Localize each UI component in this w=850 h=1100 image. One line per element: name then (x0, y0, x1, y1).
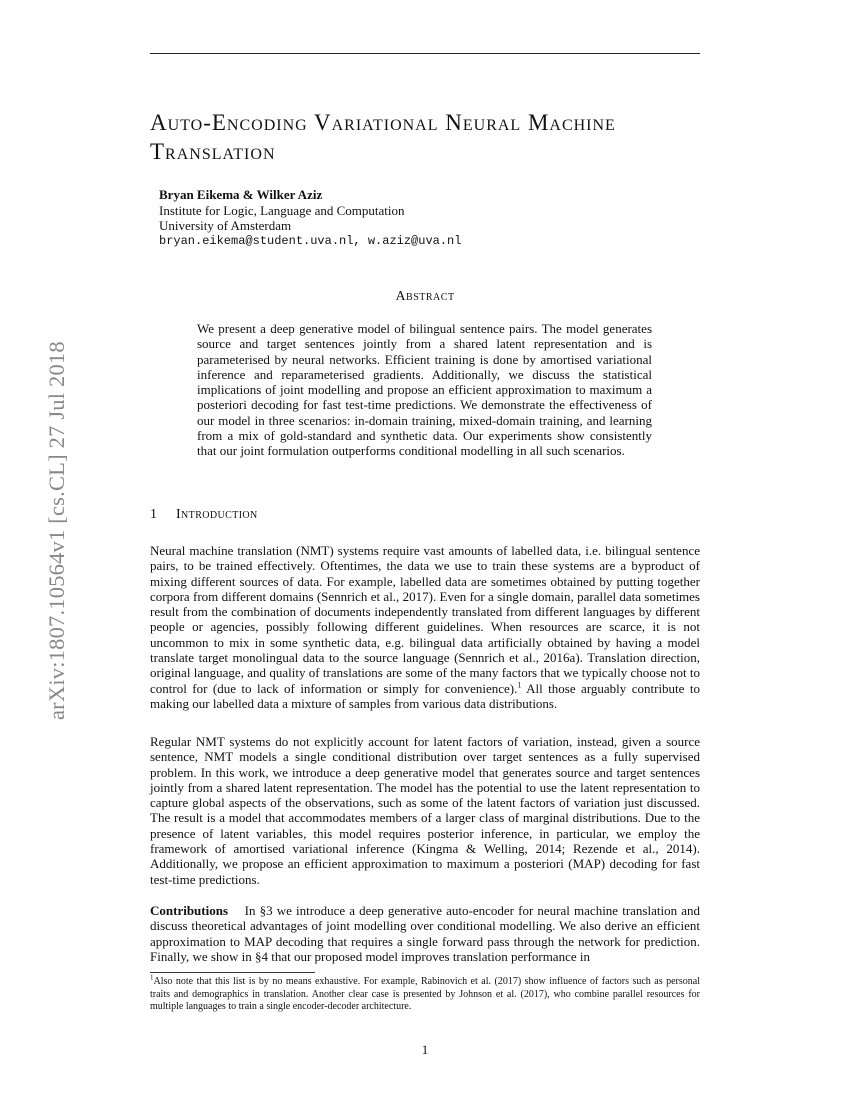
intro-paragraph-1-tail: All those arguably contribute to making our labelled data a mixture of samples from various data distributions. (150, 680, 700, 711)
page-number: 1 (421, 1042, 429, 1057)
footnote-mark[interactable]: 1 (517, 680, 522, 690)
contributions-label: Contributions (150, 903, 229, 918)
intro-paragraph-1 (150, 543, 700, 711)
footnote-text: Also note that this list is by no means exhaustive. For example, Rabinovich et al. (2017) show influence of factors such as personal traits and demographics in translation. Another clear case is presented by Johnson et al. (2017), who combine parallel resources for multiple languages to train a single encoder-decoder architecture. (150, 976, 700, 1013)
section-number: 1 (150, 507, 158, 522)
intro-paragraph-2: Regular NMT systems do not explicitly account for latent factors of variation, instead, given a source sentence, NMT models a single conditional distribution over target sentences as a fully supervised problem. In this work, we introduce a deep generative model that generates source and target sentences jointly from a shared latent representation. The model has the potential to use the latent representation to capture global aspects of the observations, such as some of the latent factors of variation just discussed. The result is a model that accommodates members of a larger class of marginal distributions. Due to the presence of latent variables, this model requires posterior inference, in particular, we employ the framework of amortised variational inference (Kingma & Welling, 2014; Rezende et al., 2014). Additionally, we propose an efficient approximation to maximum a posteriori (MAP) decoding for fast test-time predictions. (150, 734, 700, 887)
section-title: Introduction (176, 507, 258, 522)
abstract-heading: Abstract (395, 289, 455, 304)
abstract-text: We present a deep generative model of bilingual sentence pairs. The model generates source and target sentences jointly from a shared latent representation and is parameterised by neural networks. Efficient training is done by amortised variational inference and reparameterised gradients. Additionally, we discuss the statistical implications of joint modelling and propose an efficient approximation to maximum a posteriori decoding for fast test-time predictions. We demonstrate the effectiveness of our model in three scenarios: in-domain training, mixed-domain training, and learning from a mix of gold-standard and synthetic data. Our experiments show consistently that our joint formulation outperforms conditional modelling in all such scenarios. (197, 321, 652, 459)
arxiv-stamp: arXiv:1807.10564v1 [cs.CL] 27 Jul 2018 (44, 341, 69, 720)
contributions-paragraph (150, 903, 700, 964)
footnote-rule (150, 972, 315, 973)
contributions-text: In §3 we introduce a deep generative auto-encoder for neural machine translation and discuss theoretical advantages of joint modelling over conditional modelling. We also derive an efficient approximation to MAP decoding that requires a single forward pass through the network for prediction. Finally, we show in §4 that our proposed model improves translation performance in (150, 903, 700, 964)
footnote-number: 1 (150, 973, 154, 982)
paper-title: Auto-Encoding Variational Neural Machine Translation (150, 110, 616, 164)
author-emails: bryan.eikema@student.uva.nl, w.aziz@uva.nl (159, 233, 462, 248)
author-block (159, 187, 679, 249)
section-heading-introduction (150, 507, 258, 523)
title-top-rule (150, 53, 700, 54)
author-affiliation: Institute for Logic, Language and Computation (159, 202, 405, 218)
footnote (150, 973, 700, 1014)
author-university: University of Amsterdam (159, 218, 292, 233)
intro-paragraph-1-text: Neural machine translation (NMT) systems require vast amounts of labelled data, i.e. bilingual sentence pairs, to be trained effectively. Oftentimes, the data we use to train these systems are a byproduct of mixing different sources of data. For example, labelled data are sometimes obtained by putting together corpora from different domains (Sennrich et al., 2017). Even for a single domain, parallel data sometimes result from the combination of documents independently translated from different languages by different people or agencies, possibly following different guidelines. When resources are scarce, it is not uncommon to mix in some synthetic data, e.g. bilingual data artificially obtained by having a model translate target monolingual data to the source language (Sennrich et al., 2016a). Translation direction, original language, and quality of translations are some of the many factors that we typically choose not to control for (due to lack of information or simply for convenience). (150, 543, 700, 696)
author-names: Bryan Eikema & Wilker Aziz (159, 187, 323, 202)
